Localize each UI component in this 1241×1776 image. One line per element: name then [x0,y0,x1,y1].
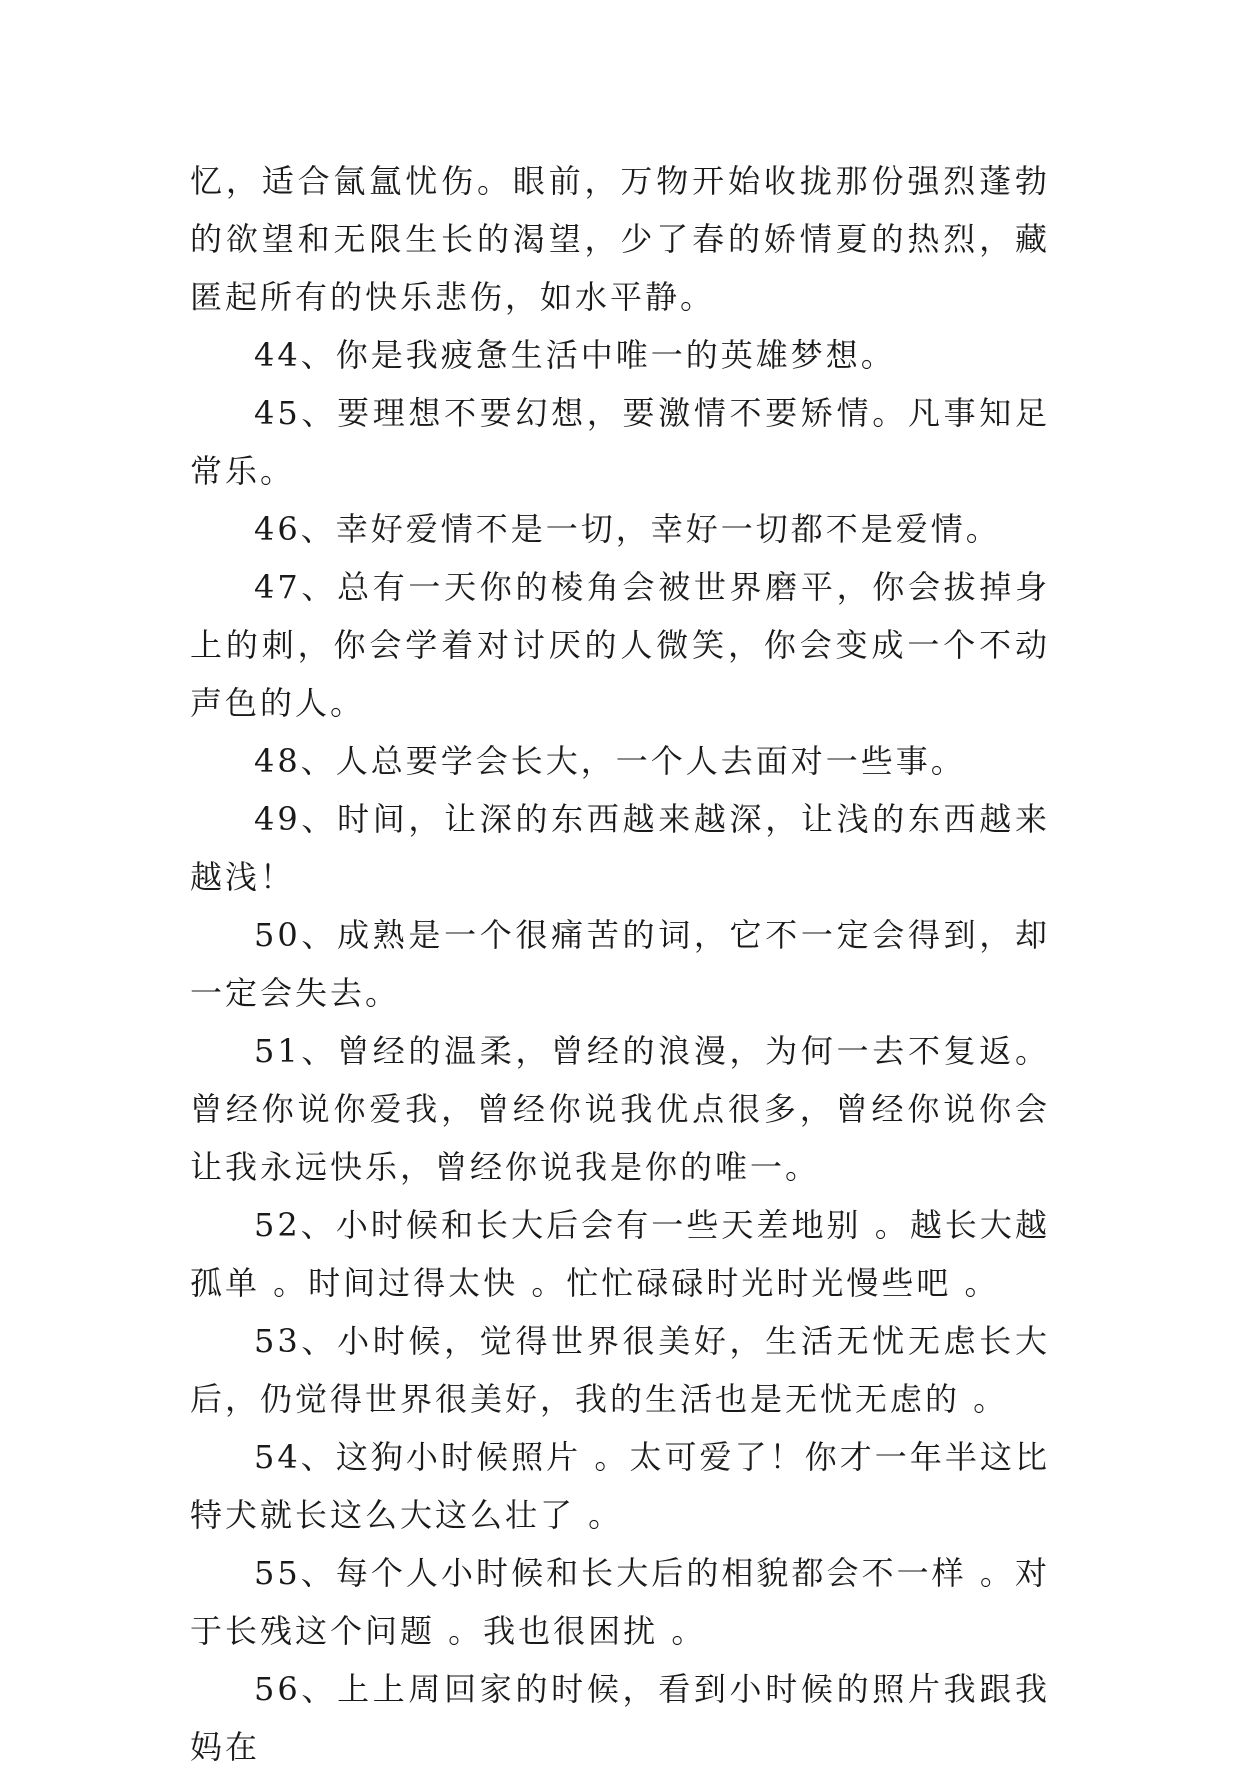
paragraph-item-51: 51、曾经的温柔，曾经的浪漫，为何一去不复返。曾经你说你爱我，曾经你说我优点很多，曾经你说你会让我永远快乐，曾经你说我是你的唯一。 [190,1032,1050,1186]
paragraph-continuation: 忆，适合氤氲忧伤。眼前，万物开始收拢那份强烈蓬勃的欲望和无限生长的渴望，少了春的娇情夏的热烈，藏匿起所有的快乐悲伤，如水平静。 [190,162,1050,316]
paragraph-item-48: 48、人总要学会长大，一个人去面对一些事。 [254,742,966,780]
paragraph-item-53: 53、小时候，觉得世界很美好，生活无忧无虑长大后，仍觉得世界很美好，我的生活也是无忧无虑的 。 [190,1322,1050,1418]
paragraph-item-47: 47、总有一天你的棱角会被世界磨平，你会拔掉身上的刺，你会学着对讨厌的人微笑，你会变成一个不动声色的人。 [190,568,1050,722]
paragraph-item-45: 45、要理想不要幻想，要激情不要矫情。凡事知足常乐。 [190,394,1050,490]
paragraph-item-46: 46、幸好爱情不是一切，幸好一切都不是爱情。 [254,510,1001,548]
paragraph-item-55: 55、每个人小时候和长大后的相貌都会不一样 。对于长残这个问题 。我也很困扰 。 [190,1554,1050,1650]
paragraph-item-49: 49、时间，让深的东西越来越深，让浅的东西越来越浅！ [190,800,1050,896]
document-body [190,152,1050,1776]
paragraph-item-56: 56、上上周回家的时候，看到小时候的照片我跟我妈在 [190,1670,1050,1766]
paragraph-item-54: 54、这狗小时候照片 。太可爱了！你才一年半这比特犬就长这么大这么壮了 。 [190,1438,1050,1534]
paragraph-item-50: 50、成熟是一个很痛苦的词，它不一定会得到，却一定会失去。 [190,916,1050,1012]
paragraph-item-52: 52、小时候和长大后会有一些天差地别 。越长大越孤单 。时间过得太快 。忙忙碌碌时光时光慢些吧 。 [190,1206,1050,1302]
paragraph-item-44: 44、你是我疲惫生活中唯一的英雄梦想。 [254,336,896,374]
